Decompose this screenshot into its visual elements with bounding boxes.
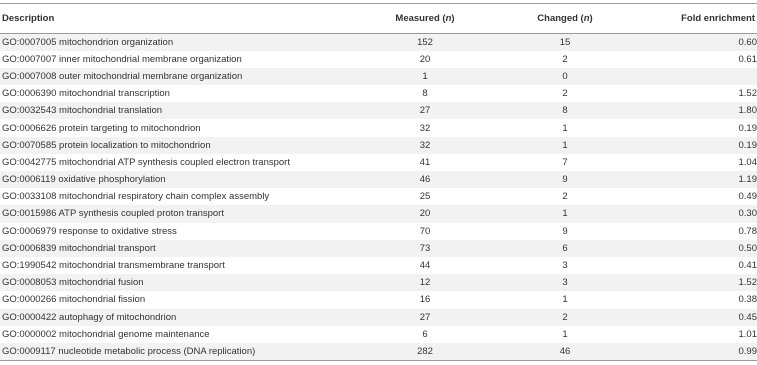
cell-changed: 15 [559, 36, 571, 48]
cell-measured: 12 [419, 277, 431, 289]
header-changed-n: n [583, 13, 590, 24]
cell-measured: 152 [417, 36, 433, 48]
cell-measured: 20 [419, 53, 431, 65]
cell-fold-enrichment: 0.49 [738, 191, 757, 203]
header-row [0, 4, 757, 34]
cell-changed: 1 [562, 208, 568, 220]
go-enrichment-table [0, 3, 757, 361]
cell-changed: 1 [562, 122, 568, 134]
cell-description: GO:0000002 mitochondrial genome maintenance [2, 328, 210, 340]
cell-measured: 27 [419, 105, 431, 117]
table-row [0, 188, 757, 205]
table-header [0, 4, 757, 34]
header-measured-label: Measured ( [395, 13, 446, 24]
table-row [0, 171, 757, 188]
cell-fold-enrichment: 0.19 [738, 139, 757, 151]
cell-fold-enrichment: 0.61 [738, 53, 757, 65]
table-row [0, 34, 757, 51]
cell-measured: 20 [419, 208, 431, 220]
cell-description: GO:0006839 mitochondrial transport [2, 242, 156, 254]
table-row [0, 102, 757, 119]
cell-changed: 1 [562, 139, 568, 151]
cell-fold-enrichment: 0.78 [738, 225, 757, 237]
cell-changed: 0 [562, 70, 568, 82]
cell-changed: 2 [562, 88, 568, 100]
cell-fold-enrichment: 0.41 [738, 260, 757, 272]
cell-changed: 1 [562, 328, 568, 340]
table-row [0, 240, 757, 257]
cell-changed: 46 [480, 343, 650, 360]
table-body [0, 34, 757, 361]
header-changed [480, 4, 650, 34]
table-row [0, 309, 757, 326]
table-row [0, 51, 757, 68]
cell-measured: 8 [422, 88, 428, 100]
table-row [0, 85, 757, 102]
header-measured [370, 4, 480, 34]
cell-description: GO:0015986 ATP synthesis coupled proton transport [2, 208, 224, 220]
cell-measured: 27 [419, 311, 431, 323]
cell-changed: 8 [562, 105, 568, 117]
cell-fold-enrichment: 0.50 [738, 242, 757, 254]
table-row [0, 119, 757, 136]
cell-description: GO:0042775 mitochondrial ATP synthesis coupled electron transport [2, 156, 290, 168]
cell-measured: 73 [419, 242, 431, 254]
table-row [0, 343, 757, 360]
cell-changed: 9 [562, 174, 568, 186]
cell-description: GO:1990542 mitochondrial transmembrane transport [2, 260, 225, 272]
cell-changed: 1 [562, 294, 568, 306]
cell-fold-enrichment: 0.38 [738, 294, 757, 306]
cell-description: GO:0006119 oxidative phosphorylation [2, 174, 166, 186]
cell-description: GO:0033108 mitochondrial respiratory chain complex assembly [2, 191, 270, 203]
table-row [0, 68, 757, 85]
cell-changed: 6 [562, 242, 568, 254]
header-description: Description [0, 4, 370, 34]
table-row [0, 137, 757, 154]
cell-changed: 2 [562, 311, 568, 323]
cell-fold-enrichment: 1.52 [738, 88, 757, 100]
cell-fold-enrichment: 0.19 [738, 122, 757, 134]
header-changed-close: ) [589, 13, 593, 24]
cell-description: GO:0006979 response to oxidative stress [2, 225, 177, 237]
table-row [0, 257, 757, 274]
cell-changed: 7 [562, 156, 568, 168]
table-row [0, 154, 757, 171]
cell-fold-enrichment: 1.80 [738, 105, 757, 117]
cell-measured: 32 [419, 122, 431, 134]
cell-fold-enrichment [650, 68, 757, 85]
table-row [0, 326, 757, 343]
cell-fold-enrichment: 0.60 [738, 36, 757, 48]
cell-fold-enrichment: 1.52 [738, 277, 757, 289]
header-measured-close: ) [451, 13, 455, 24]
cell-changed: 9 [562, 225, 568, 237]
cell-measured: 282 [370, 343, 480, 360]
cell-measured: 41 [419, 156, 431, 168]
cell-description: GO:0007005 mitochondrion organization [2, 36, 174, 48]
cell-description: GO:0006626 protein targeting to mitochondrion [2, 122, 201, 134]
cell-changed: 3 [562, 277, 568, 289]
cell-fold-enrichment: 0.30 [738, 208, 757, 220]
table-row [0, 205, 757, 222]
cell-changed: 3 [562, 260, 568, 272]
cell-changed: 2 [562, 53, 568, 65]
cell-description: GO:0009117 nucleotide metabolic process (DNA replication) [0, 343, 370, 360]
cell-fold-enrichment: 0.99 [650, 343, 757, 360]
cell-measured: 6 [422, 328, 428, 340]
cell-measured: 70 [419, 225, 431, 237]
table-row [0, 274, 757, 291]
header-measured-n: n [445, 13, 452, 24]
cell-fold-enrichment: 0.45 [738, 311, 757, 323]
table-row [0, 223, 757, 240]
cell-fold-enrichment: 1.04 [738, 156, 757, 168]
cell-measured: 44 [419, 260, 431, 272]
cell-changed: 2 [562, 191, 568, 203]
cell-measured: 1 [422, 70, 428, 82]
cell-fold-enrichment: 1.01 [738, 328, 757, 340]
cell-description: GO:0000266 mitochondrial fission [2, 294, 146, 306]
header-changed-label: Changed ( [537, 13, 584, 24]
cell-description: GO:0032543 mitochondrial translation [2, 105, 163, 117]
header-fold-enrichment: Fold enrichment [650, 4, 757, 34]
cell-measured: 16 [419, 294, 431, 306]
cell-description: GO:0008053 mitochondrial fusion [2, 277, 144, 289]
cell-description: GO:0007007 inner mitochondrial membrane organization [2, 53, 242, 65]
cell-fold-enrichment: 1.19 [738, 174, 757, 186]
cell-description: GO:0070585 protein localization to mitochondrion [2, 139, 211, 151]
cell-measured: 46 [419, 174, 431, 186]
table-row [0, 291, 757, 308]
cell-description: GO:0000422 autophagy of mitochondrion [2, 311, 177, 323]
cell-measured: 25 [419, 191, 431, 203]
cell-description: GO:0006390 mitochondrial transcription [2, 88, 170, 100]
cell-description: GO:0007008 outer mitochondrial membrane organization [2, 70, 243, 82]
cell-measured: 32 [419, 139, 431, 151]
